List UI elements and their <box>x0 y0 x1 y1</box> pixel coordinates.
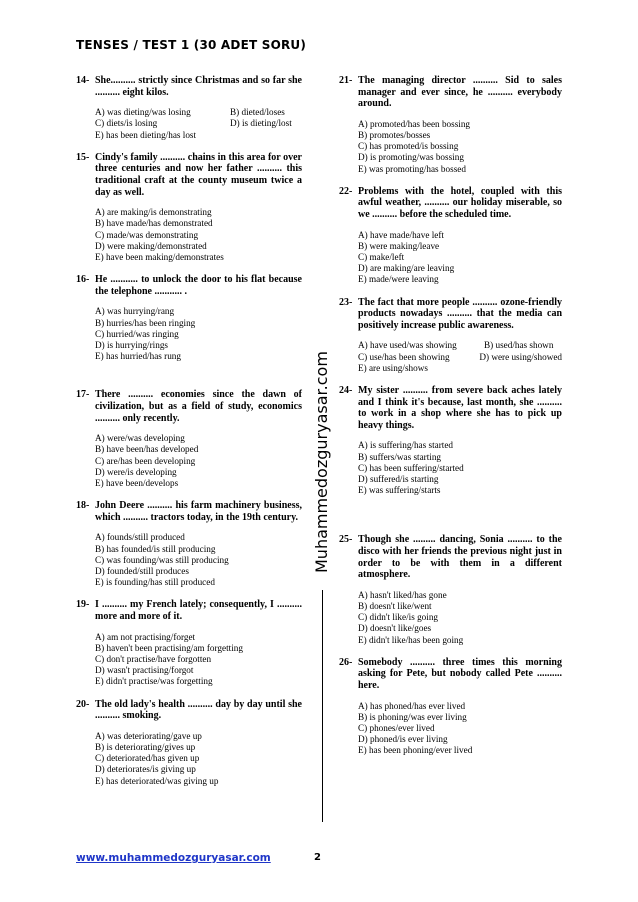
question-number: 23- <box>339 296 353 308</box>
option-e: E) has hurried/has rung <box>95 351 181 362</box>
page-title: TENSES / TEST 1 (30 ADET SORU) <box>76 38 307 52</box>
option-a: A) promoted/has been bossing <box>358 118 471 129</box>
option-d: D) were making/demonstrated <box>95 240 207 251</box>
question-number: 15- <box>76 151 90 163</box>
option-b: B) is deteriorating/gives up <box>95 741 196 752</box>
question-text: My sister .......... from severe back aches lately and I think it's because, last month, she .......... to work in a shop where she has to pick up heavy things. <box>358 384 562 431</box>
option-e: E) is founding/has still produced <box>95 577 215 588</box>
question-text: The fact that more people .......... ozone-friendly products nowadays .......... that the media can positively increase public awareness. <box>358 296 562 331</box>
option-a: A) am not practising/forget <box>95 631 196 642</box>
option-d: D) founded/still produces <box>95 565 189 576</box>
question-16 <box>76 274 302 362</box>
option-c: C) made/was demonstrating <box>95 229 199 240</box>
option-e: E) was suffering/starts <box>358 485 441 496</box>
question-number: 18- <box>76 500 90 512</box>
option-c: C) didn't like/is going <box>358 612 439 623</box>
question-18 <box>76 500 302 588</box>
question-number: 26- <box>339 656 353 668</box>
question-25 <box>339 534 562 645</box>
right-column <box>339 75 562 757</box>
question-text: There .......... economies since the dawn of civilization, but as a field of study, economics .......... only recently. <box>95 389 302 424</box>
option-b: B) used/has shown <box>484 340 554 351</box>
option-b: B) has founded/is still producing <box>95 543 216 554</box>
option-e: E) has deteriorated/was giving up <box>95 775 219 786</box>
option-e: E) was promoting/has bossed <box>358 163 466 174</box>
option-a: A) has phoned/has ever lived <box>358 700 466 711</box>
question-text: The old lady's health .......... day by day until she .......... smoking. <box>95 698 302 722</box>
question-text: Though she ......... dancing, Sonia .......... to the disco with her friends the previous night just in order to be with them in a different atmosphere. <box>358 534 562 581</box>
option-a: A) hasn't liked/has gone <box>358 589 447 600</box>
option-c: C) hurried/was ringing <box>95 328 179 339</box>
question-number: 24- <box>339 384 353 396</box>
option-a: A) was dieting/was losing <box>95 107 191 118</box>
option-e: E) has been phoning/ever lived <box>358 745 473 756</box>
question-text: He ........... to unlock the door to his flat because the telephone ........... . <box>95 274 302 297</box>
question-number: 14- <box>76 75 90 86</box>
option-d: D) is dieting/lost <box>230 118 292 129</box>
watermark-divider <box>322 590 323 822</box>
option-c: C) diets/is losing <box>95 118 158 129</box>
option-b: B) haven't been practising/am forgetting <box>95 642 243 653</box>
option-b: B) were making/leave <box>358 240 440 251</box>
question-text: Problems with the hotel, coupled with this awful weather, .......... our holiday miserable, so we .......... before the scheduled time. <box>358 185 562 220</box>
option-a: A) was hurrying/rang <box>95 306 175 317</box>
option-a: A) have used/was showing <box>358 340 457 351</box>
question-text: The managing director .......... Sid to sales manager and ever since, he .......... everybody around. <box>358 75 562 110</box>
option-a: A) have made/have left <box>358 229 444 240</box>
option-b: B) promotes/bosses <box>358 129 431 140</box>
option-b: B) is phoning/was ever living <box>358 711 467 722</box>
option-b: B) have made/has demonstrated <box>95 218 213 229</box>
option-c: C) don't practise/have forgotten <box>95 653 212 664</box>
option-c: C) phones/ever lived <box>358 722 435 733</box>
question-text: I .......... my French lately; consequently, I .......... more and more of it. <box>95 599 302 622</box>
option-e: E) have been making/demonstrates <box>95 251 224 262</box>
option-d: D) are making/are leaving <box>358 263 455 274</box>
question-20 <box>76 699 302 787</box>
watermark-text: Muhammedozguryasar.com <box>312 351 331 573</box>
option-d: D) is promoting/was bossing <box>358 152 464 163</box>
option-d: D) suffered/is starting <box>358 473 439 484</box>
question-text: Somebody .......... three times this morning asking for Pete, but nobody called Pete .......... here. <box>358 656 562 691</box>
question-text: She.......... strictly since Christmas and so far she .......... eight kilos. <box>95 75 302 98</box>
option-d: D) doesn't like/goes <box>358 623 432 634</box>
option-e: E) made/were leaving <box>358 274 439 285</box>
question-17 <box>76 389 302 489</box>
option-e: E) has been dieting/has lost <box>95 129 197 140</box>
option-b: B) doesn't like/went <box>358 600 432 611</box>
question-number: 22- <box>339 185 353 197</box>
option-c: C) use/has been showing <box>358 351 450 362</box>
option-b: B) suffers/was starting <box>358 451 442 462</box>
question-21 <box>339 75 562 175</box>
question-19 <box>76 599 302 687</box>
question-text: Cindy's family .......... chains in this area for over three centuries and now her father .......... this traditional craft at the county museum twice a day as well. <box>95 151 302 198</box>
question-number: 25- <box>339 534 353 546</box>
option-e: E) are using/shows <box>358 362 428 373</box>
option-d: D) is hurrying/rings <box>95 339 168 350</box>
option-e: E) didn't like/has been going <box>358 634 464 645</box>
option-d: D) phoned/is ever living <box>358 734 448 745</box>
option-a: A) are making/is demonstrating <box>95 207 212 218</box>
option-d: D) wasn't practising/forgot <box>95 665 194 676</box>
question-text: John Deere .......... his farm machinery business, which .......... tractors today, in the 19th century. <box>95 500 302 523</box>
option-c: C) has promoted/is bossing <box>358 141 459 152</box>
question-24 <box>339 385 562 496</box>
footer-website-link[interactable]: www.muhammedozguryasar.com <box>76 852 271 864</box>
option-c: C) are/has been developing <box>95 455 196 466</box>
option-e: E) didn't practise/was forgetting <box>95 676 213 687</box>
question-number: 16- <box>76 274 90 286</box>
question-15 <box>76 152 302 263</box>
option-d: D) were using/showed <box>479 351 562 362</box>
question-22 <box>339 186 562 286</box>
option-a: A) was deteriorating/gave up <box>95 730 202 741</box>
question-number: 19- <box>76 599 90 611</box>
option-a: A) is suffering/has started <box>358 440 454 451</box>
option-c: C) deteriorated/has given up <box>95 753 200 764</box>
question-23 <box>339 297 562 374</box>
option-c: C) has been suffering/started <box>358 462 464 473</box>
option-b: B) have been/has developed <box>95 444 199 455</box>
question-number: 20- <box>76 698 90 710</box>
page-number: 2 <box>314 852 321 863</box>
option-c: C) make/left <box>358 251 405 262</box>
option-c: C) was founding/was still producing <box>95 554 229 565</box>
option-d: D) were/is developing <box>95 466 177 477</box>
option-a: A) were/was developing <box>95 433 185 444</box>
question-26 <box>339 657 562 757</box>
option-e: E) have been/develops <box>95 477 179 488</box>
option-a: A) founds/still produced <box>95 532 185 543</box>
question-14 <box>76 75 302 141</box>
question-number: 17- <box>76 389 90 401</box>
option-b: B) dieted/loses <box>230 107 285 118</box>
option-d: D) deteriorates/is giving up <box>95 764 196 775</box>
left-column <box>76 75 302 787</box>
option-b: B) hurries/has been ringing <box>95 317 196 328</box>
question-number: 21- <box>339 75 353 86</box>
